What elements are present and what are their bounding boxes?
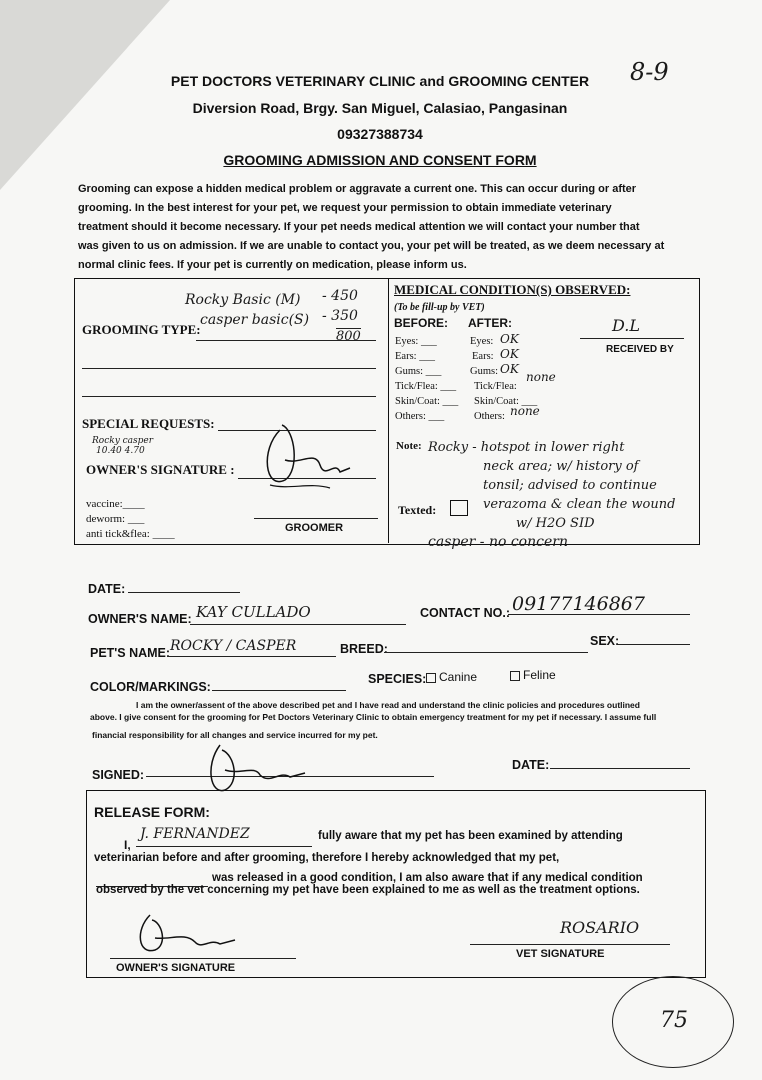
owner-signature-release-label: OWNER'S SIGNATURE <box>116 962 236 974</box>
species-label: SPECIES: <box>368 672 427 686</box>
after-eyes-value: OK <box>500 332 519 346</box>
before-label: BEFORE: <box>394 316 448 330</box>
deworm-field[interactable]: deworm: ___ <box>86 513 145 525</box>
vet-signature-line[interactable] <box>470 944 670 945</box>
release-name-field[interactable] <box>136 846 312 847</box>
note-line: w/ H2O SID <box>516 516 595 531</box>
release-title: RELEASE FORM: <box>94 804 210 820</box>
received-by-label: RECEIVED BY <box>606 344 674 355</box>
note-line: neck area; w/ history of <box>483 459 639 474</box>
special-note-2: 10.40 4.70 <box>96 446 145 456</box>
texted-checkbox[interactable] <box>450 500 468 516</box>
breed-field[interactable] <box>384 652 588 653</box>
pet-name-field[interactable] <box>168 656 336 657</box>
form-title: GROOMING ADMISSION AND CONSENT FORM <box>223 152 537 168</box>
after-skin-coat[interactable]: Skin/Coat: ___ <box>474 396 538 407</box>
pet-name-label: PET'S NAME: <box>90 646 171 660</box>
after-label: AFTER: <box>468 316 512 330</box>
clinic-phone: 09327388734 <box>337 126 423 142</box>
color-markings-label: COLOR/MARKINGS: <box>90 680 211 694</box>
texted-label: Texted: <box>398 503 437 517</box>
intro-line: treatment should it become necessary. If your pet needs medical attention we will contact your number that <box>78 221 640 233</box>
consent-line-2: above. I give consent for the grooming for Pet Doctors Veterinary Clinic to obtain emergency treatment for my pet if necessary. I assume full <box>90 712 657 722</box>
note-line: verazoma & clean the wound <box>483 497 676 512</box>
grooming-price-1: - 450 <box>322 288 358 304</box>
circled-number-text: 75 <box>660 1008 688 1033</box>
after-others-value: none <box>510 404 540 418</box>
after-eyes-label: Eyes: <box>470 336 494 347</box>
release-text-3: was released in a good condition, I am also aware that if any medical condition <box>212 872 643 884</box>
before-skin-coat[interactable]: Skin/Coat: ___ <box>395 396 459 407</box>
grooming-type-field[interactable] <box>196 340 376 341</box>
canine-option[interactable] <box>426 670 477 684</box>
intro-paragraph <box>78 180 698 275</box>
clinic-address: Diversion Road, Brgy. San Miguel, Calasiao, Pangasinan <box>192 100 568 116</box>
after-tick-flea-label: Tick/Flea: <box>474 381 517 392</box>
grooming-type-label: GROOMING TYPE: <box>82 322 201 337</box>
release-i-label: I, <box>124 838 131 852</box>
feline-label: Feline <box>523 668 556 682</box>
table-divider <box>388 278 389 543</box>
sex-field[interactable] <box>618 644 690 645</box>
release-text-1: fully aware that my pet has been examined by attending <box>318 830 623 842</box>
vaccine-field[interactable]: vaccine:____ <box>86 498 145 510</box>
date2-label: DATE: <box>512 758 550 772</box>
after-others-label: Others: <box>474 411 505 422</box>
received-by-field[interactable] <box>580 338 684 339</box>
medical-subtitle: (To be fill-up by VET) <box>394 302 485 313</box>
special-note-1: Rocky casper <box>92 436 154 446</box>
grooming-entry-2: casper basic(S) <box>200 312 310 328</box>
owner-signature-label: OWNER'S SIGNATURE : <box>86 462 235 477</box>
note-line: casper - no concern <box>428 534 568 550</box>
corner-note: 8-9 <box>630 58 669 86</box>
intro-line: was given to us on admission. If we are unable to contact you, your pet will be treated, as we deem necessary at <box>78 240 665 252</box>
contact-value: 09177146867 <box>512 593 645 615</box>
grooming-entry-1: Rocky Basic (M) <box>185 292 301 308</box>
grooming-total: 800 <box>336 329 361 344</box>
date2-field[interactable] <box>550 768 690 769</box>
medical-title: MEDICAL CONDITION(S) OBSERVED: <box>394 282 631 297</box>
color-markings-field[interactable] <box>212 690 346 691</box>
vet-signature-label: VET SIGNATURE <box>516 948 605 960</box>
vet-note <box>428 438 758 552</box>
consent-line-1: I am the owner/assent of the above described pet and I have read and understand the clinic policies and procedures outlined <box>136 700 640 710</box>
signed-label: SIGNED: <box>92 768 145 782</box>
after-gums-value: OK <box>500 362 519 376</box>
date-label: DATE: <box>88 582 126 596</box>
groomer-label: GROOMER <box>285 522 344 534</box>
after-gums-label: Gums: <box>470 366 499 377</box>
intro-line: Grooming can expose a hidden medical problem or aggravate a current one. This can occur during or after <box>78 183 637 195</box>
after-tick-flea-value: none <box>526 370 556 384</box>
release-owner-scribble <box>110 910 250 970</box>
before-eyes[interactable]: Eyes: ___ <box>395 336 437 347</box>
note-line: tonsil; advised to continue <box>483 478 657 493</box>
feline-checkbox[interactable] <box>510 671 520 681</box>
release-owner-name: J. FERNANDEZ <box>140 826 250 842</box>
breed-label: BREED: <box>340 642 388 656</box>
received-by-value: D.L <box>612 316 640 335</box>
grooming-type-field-2[interactable] <box>82 368 376 369</box>
release-text-2: veterinarian before and after grooming, therefore I hereby acknowledged that my pet, <box>94 852 560 864</box>
intro-line: normal clinic fees. If your pet is currently on medication, please inform us. <box>78 259 467 271</box>
groomer-field[interactable] <box>254 518 378 519</box>
contact-field[interactable] <box>508 614 690 615</box>
consent-line-3: financial responsibility for all changes and service incurred for my pet. <box>92 730 378 740</box>
pet-name-value: ROCKY / CASPER <box>170 638 297 654</box>
note-label: Note: <box>396 440 422 452</box>
date-field[interactable] <box>128 592 240 593</box>
grooming-type-field-3[interactable] <box>82 396 376 397</box>
owner-name-value: KAY CULLADO <box>196 603 311 621</box>
owner-name-label: OWNER'S NAME: <box>88 612 192 626</box>
canine-checkbox[interactable] <box>426 673 436 683</box>
canine-label: Canine <box>439 670 478 684</box>
before-gums[interactable]: Gums: ___ <box>395 366 442 377</box>
owner-signature-scribble <box>240 410 360 510</box>
sex-label: SEX: <box>590 634 620 648</box>
before-ears[interactable]: Ears: ___ <box>395 351 435 362</box>
release-text-4: observed by the vet concerning my pet have been explained to me as well as the treatment options. <box>96 884 640 896</box>
antitick-field[interactable]: anti tick&flea: ____ <box>86 528 175 540</box>
vet-signature-value: ROSARIO <box>560 918 640 937</box>
contact-label: CONTACT NO.: <box>420 606 511 620</box>
intro-line: grooming. In the best interest for your pet, we request your permission to obtain immediate veterinary <box>78 202 612 214</box>
owner-name-field[interactable] <box>190 624 406 625</box>
after-ears-value: OK <box>500 347 519 361</box>
owner-signature-line[interactable] <box>110 958 296 959</box>
note-line: Rocky - hotspot in lower right <box>428 440 625 455</box>
clinic-name: PET DOCTORS VETERINARY CLINIC and GROOMING CENTER <box>170 73 590 89</box>
before-tick-flea[interactable]: Tick/Flea: ___ <box>395 381 457 392</box>
before-others[interactable]: Others: ___ <box>395 411 445 422</box>
grooming-price-2: - 350 <box>322 308 358 324</box>
after-ears-label: Ears: <box>472 351 494 362</box>
feline-option[interactable] <box>510 668 556 682</box>
special-requests-label: SPECIAL REQUESTS: <box>82 416 215 431</box>
